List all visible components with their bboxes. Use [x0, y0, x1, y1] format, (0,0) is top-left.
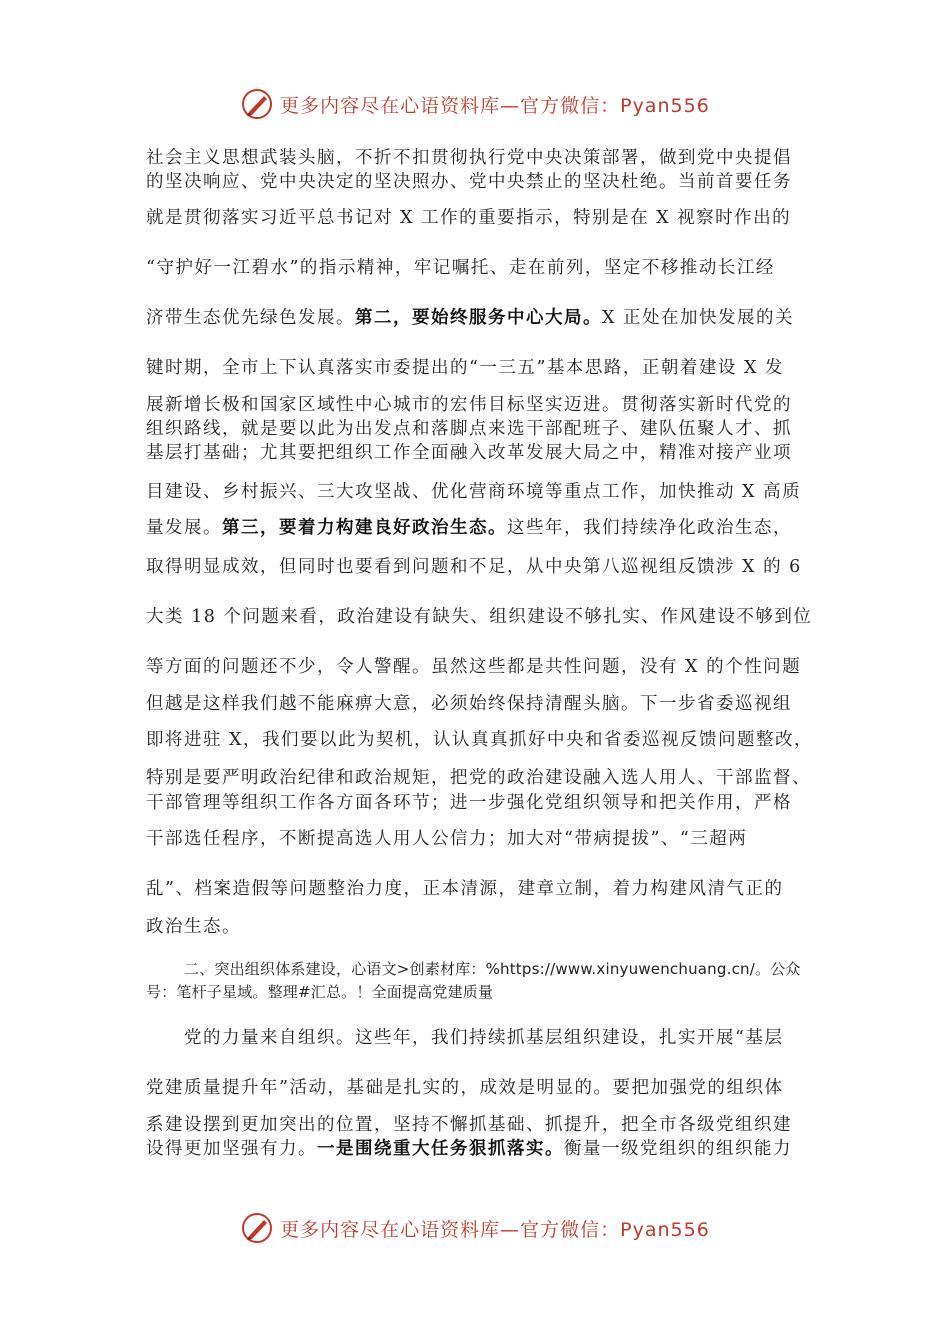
text-segment: 取得明显成效，但同时也要看到问题和不足，从中央第八巡视组反馈涉 X 的 6 — [146, 557, 802, 577]
pen-logo-icon — [240, 87, 274, 121]
text-segment: 键时期，全市上下认真落实市委提出的“一三五”基本思路，正朝着建设 X 发 — [146, 358, 784, 378]
text-segment: 组织路线，就是要以此为出发点和落脚点来选干部配班子、建队伍聚人才、抓 — [146, 419, 792, 439]
text-segment: 衡量一级党组织的组织能力 — [564, 1139, 792, 1159]
text-line — [146, 146, 808, 170]
text-segment: 党的力量来自组织。这些年，我们持续抓基层组织建设，扎实开展“基层 — [184, 1028, 784, 1048]
text-line — [146, 1076, 808, 1100]
text-segment: 政治生态。 — [146, 917, 241, 937]
text-line — [146, 256, 808, 280]
text-segment: 乱”、档案造假等问题整治力度，正本清源，建章立制，着力构建风清气正的 — [146, 879, 784, 899]
text-segment: 二、突出组织体系建设，心语文>创素材库：%https://www.xinyuwenchuang.cn/。公众 — [184, 960, 801, 978]
text-line — [146, 605, 813, 629]
text-segment: 系建设摆到更加突出的位置，坚持不懈抓基础、抓提升，把全市各级党组织建 — [146, 1115, 792, 1135]
text-segment: “守护好一江碧水”的指示精神，牢记嘱托、走在前列，坚定不移推动长江经 — [146, 258, 775, 278]
text-segment: 大类 18 个问题来看，政治建设有缺失、组织建设不够扎实、作风建设不够到位 — [146, 607, 813, 627]
text-segment: 社会主义思想武装头脑，不折不扣贯彻执行党中央决策部署，做到党中央提倡 — [146, 148, 792, 168]
text-line — [184, 957, 808, 981]
text-line — [146, 1113, 808, 1137]
text-segment: 干部管理等组织工作各方面各环节；进一步强化党组织领导和把关作用，严格 — [146, 793, 792, 813]
text-line — [184, 1026, 808, 1050]
text-line — [146, 980, 808, 1004]
text-line — [146, 915, 808, 939]
text-line — [146, 728, 814, 752]
text-segment: 党建质量提升年”活动，基础是扎实的，成效是明显的。要把加强党的组织体 — [146, 1078, 784, 1098]
text-segment: 展新增长极和国家区域性中心城市的宏伟目标坚实迈进。贯彻落实新时代党的 — [146, 395, 792, 415]
text-segment: 的坚决响应、党中央决定的坚决照办、党中央禁止的坚决杜绝。当前首要任务 — [146, 172, 792, 192]
text-line — [146, 555, 808, 579]
bold-heading-text: 一是围绕重大任务狠抓落实。 — [317, 1139, 564, 1159]
text-line — [146, 692, 808, 716]
header-banner — [0, 84, 950, 124]
banner-text: 更多内容尽在心语资料库—官方微信：Pyan556 — [280, 94, 710, 117]
text-line — [146, 516, 808, 540]
pen-logo-icon — [240, 1211, 274, 1245]
text-segment: 号：笔杆子星域。整理#汇总。！全面提高党建质量 — [146, 983, 494, 1001]
text-segment: 但越是这样我们越不能麻痹大意，必须始终保持清醒头脑。下一步省委巡视组 — [146, 694, 792, 714]
text-line — [146, 206, 808, 230]
text-segment: 目建设、乡村振兴、三大攻坚战、优化营商环境等重点工作，加快推动 X 高质 — [146, 482, 802, 502]
text-line — [146, 441, 808, 465]
text-segment: 量发展。 — [146, 518, 222, 538]
text-line — [146, 877, 808, 901]
text-line — [146, 356, 808, 380]
text-line — [146, 393, 808, 417]
text-line — [146, 655, 808, 679]
text-segment: 就是贯彻落实习近平总书记对 X 工作的重要指示，特别是在 X 视察时作出的 — [146, 208, 792, 228]
footer-banner — [0, 1208, 950, 1248]
text-line — [146, 1137, 808, 1161]
bold-heading-text: 第三，要着力构建良好政治生态。 — [222, 518, 507, 538]
banner-text: 更多内容尽在心语资料库—官方微信：Pyan556 — [280, 1218, 710, 1241]
text-line — [146, 306, 808, 330]
text-line — [146, 827, 808, 851]
text-segment: X 正处在加快发展的关 — [602, 308, 795, 328]
text-segment: 特别是要严明政治纪律和政治规矩，把党的政治建设融入选人用人、干部监督、 — [146, 768, 811, 788]
text-segment: 即将进驻 X，我们要以此为契机，认认真真抓好中央和省委巡视反馈问题整改， — [146, 730, 814, 750]
text-line — [146, 480, 808, 504]
text-line — [146, 766, 811, 790]
bold-heading-text: 第二，要始终服务中心大局。 — [355, 308, 602, 328]
text-segment: 济带生态优先绿色发展。 — [146, 308, 355, 328]
text-line — [146, 417, 808, 441]
text-line — [146, 170, 808, 194]
text-segment: 这些年，我们持续净化政治生态， — [507, 518, 792, 538]
text-segment: 基层打基础；尤其要把组织工作全面融入改革发展大局之中，精准对接产业项 — [146, 443, 792, 463]
text-segment: 等方面的问题还不少，令人警醒。虽然这些都是共性问题，没有 X 的个性问题 — [146, 657, 802, 677]
text-line — [146, 791, 808, 815]
text-segment: 干部选任程序，不断提高选人用人公信力；加大对“带病提拔”、“三超两 — [146, 829, 748, 849]
text-segment: 设得更加坚强有力。 — [146, 1139, 317, 1159]
